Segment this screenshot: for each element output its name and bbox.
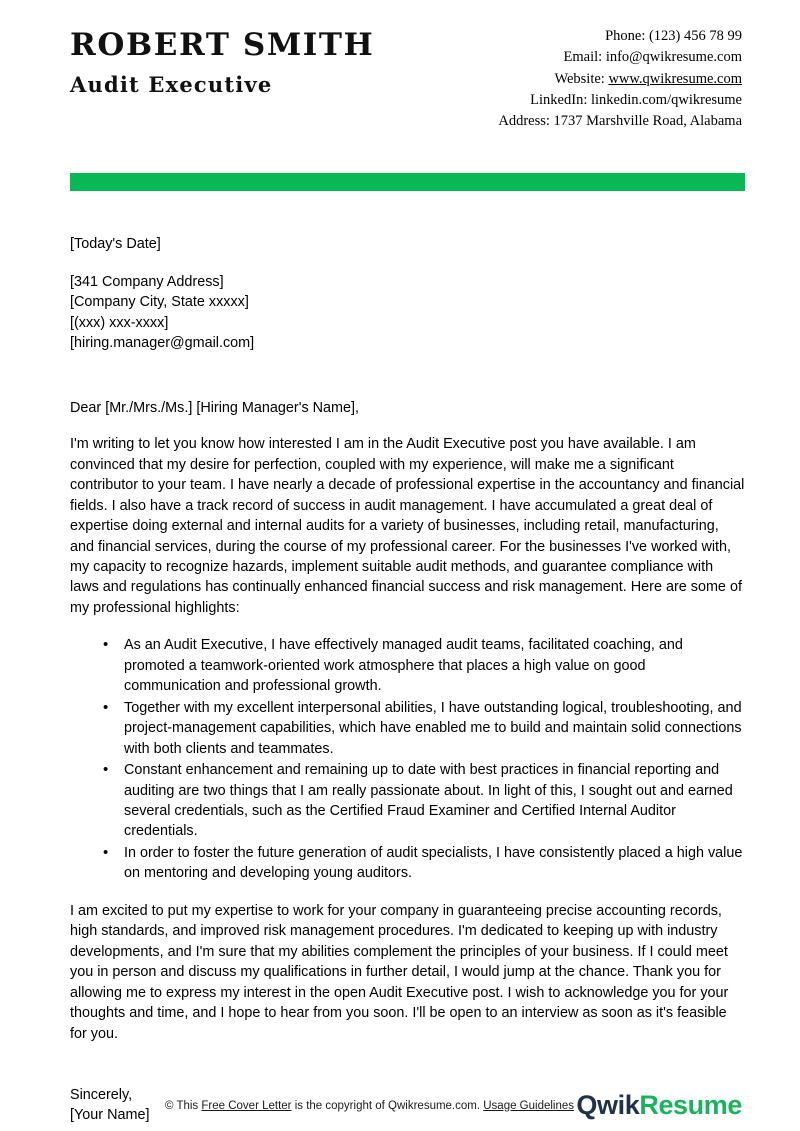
contact-block: [498, 26, 742, 133]
opening-paragraph: I'm writing to let you know how interested I am in the Audit Executive post you have available. I am convinced that my desire for perfection, coupled with my experience, will make me a significant contributor to your team. I have nearly a decade of professional expertise in the accountancy and financial fields. I also have a track record of success in audit management. I have accumulated a great deal of expertise doing external and internal audits for a variety of businesses, including retail, manufacturing, and financial services, during the course of my professional career. For the businesses I've worked with, my capacity to recognize hazards, implement suitable audit methods, and guarantee compliance with laws and regulations has continually enhanced financial success and risk management. Here are some of my professional highlights:: [70, 436, 745, 616]
footer-copyright: [165, 1100, 574, 1112]
letter-body: [0, 234, 800, 1126]
contact-website: [498, 69, 742, 90]
recipient-phone-line: [(xxx) xxx-xxxx]: [70, 314, 169, 331]
signature-name: [Your Name]: [70, 1107, 150, 1124]
contact-phone: Phone: (123) 456 78 99: [605, 28, 742, 44]
contact-email: Email: info@qwikresume.com: [563, 49, 742, 66]
footer-copyright-prefix: © This: [165, 1099, 202, 1112]
accent-bar-wrapper: [0, 173, 800, 191]
recipient-email-line: [hiring.manager@gmail.com]: [70, 335, 255, 352]
recipient-address-line: [341 Company Address]: [70, 274, 224, 291]
logo-text-resume: Resume: [639, 1090, 742, 1120]
date-and-recipient-block: [70, 234, 745, 354]
list-item: • Together with my excellent interpersonal abilities, I have outstanding logical, troubleshooting, and project-management capabilities, which have enabled me to build and maintain solid connections with both clients and teammates.: [124, 698, 745, 759]
footer-usage-guidelines-link[interactable]: Usage Guidelines: [483, 1099, 575, 1112]
salutation: Dear [Mr./Mrs./Ms.] [Hiring Manager's Name],: [70, 399, 360, 416]
list-item: • In order to foster the future generation of audit specialists, I have consistently placed a high value on mentoring and developing young auditors.: [124, 843, 745, 884]
footer-free-cover-letter-link[interactable]: Free Cover Letter: [201, 1099, 292, 1112]
candidate-job-title: Audit Executive: [70, 71, 273, 97]
closing-paragraph: I am excited to put my expertise to work for your company in guaranteeing precise accounting records, high standards, and improved risk management procedures. I'm dedicated to keeping up with industry developments, and I'm sure that my abilities complement the principles of your business. If I could meet you in person and discuss my qualifications in further detail, I would jump at the chance. Thank you for allowing me to express my interest in the open Audit Executive post. I wish to acknowledge you for your thoughts and time, and I hope to hear from you soon. I'll be open to an interview as soon as it's feasible for you.: [70, 902, 729, 1042]
accent-bar: [70, 173, 745, 191]
footer-copyright-middle: is the copyright of Qwikresume.com.: [291, 1099, 484, 1112]
qwikresume-logo: [576, 1092, 742, 1119]
letter-header: [0, 0, 800, 133]
list-item: • As an Audit Executive, I have effectively managed audit teams, facilitated coaching, and promoted a teamwork-oriented work atmosphere that places a high value on good communication and professional growth.: [124, 635, 745, 696]
highlights-list: [70, 635, 745, 883]
list-item: • Constant enhancement and remaining up to date with best practices in financial reporting and auditing are two things that I am really passionate about. In light of this, I sought out and earned several credentials, such as the Certified Fraud Examiner and Certified Internal Auditor credentials.: [124, 760, 745, 842]
contact-linkedin: LinkedIn: linkedin.com/qwikresume: [530, 91, 742, 108]
candidate-name: ROBERT SMITH: [70, 27, 375, 63]
sign-off: Sincerely,: [70, 1086, 133, 1103]
contact-website-label: Website:: [554, 70, 609, 87]
recipient-city-line: [Company City, State xxxxx]: [70, 294, 249, 311]
logo-text-qwik: Qwik: [576, 1090, 640, 1120]
identity-block: [70, 26, 374, 97]
contact-address: Address: 1737 Marshville Road, Alabama: [498, 113, 742, 130]
letter-date: [Today's Date]: [70, 235, 161, 252]
contact-website-link[interactable]: www.qwikresume.com: [608, 70, 742, 87]
page-footer: [0, 1092, 800, 1119]
